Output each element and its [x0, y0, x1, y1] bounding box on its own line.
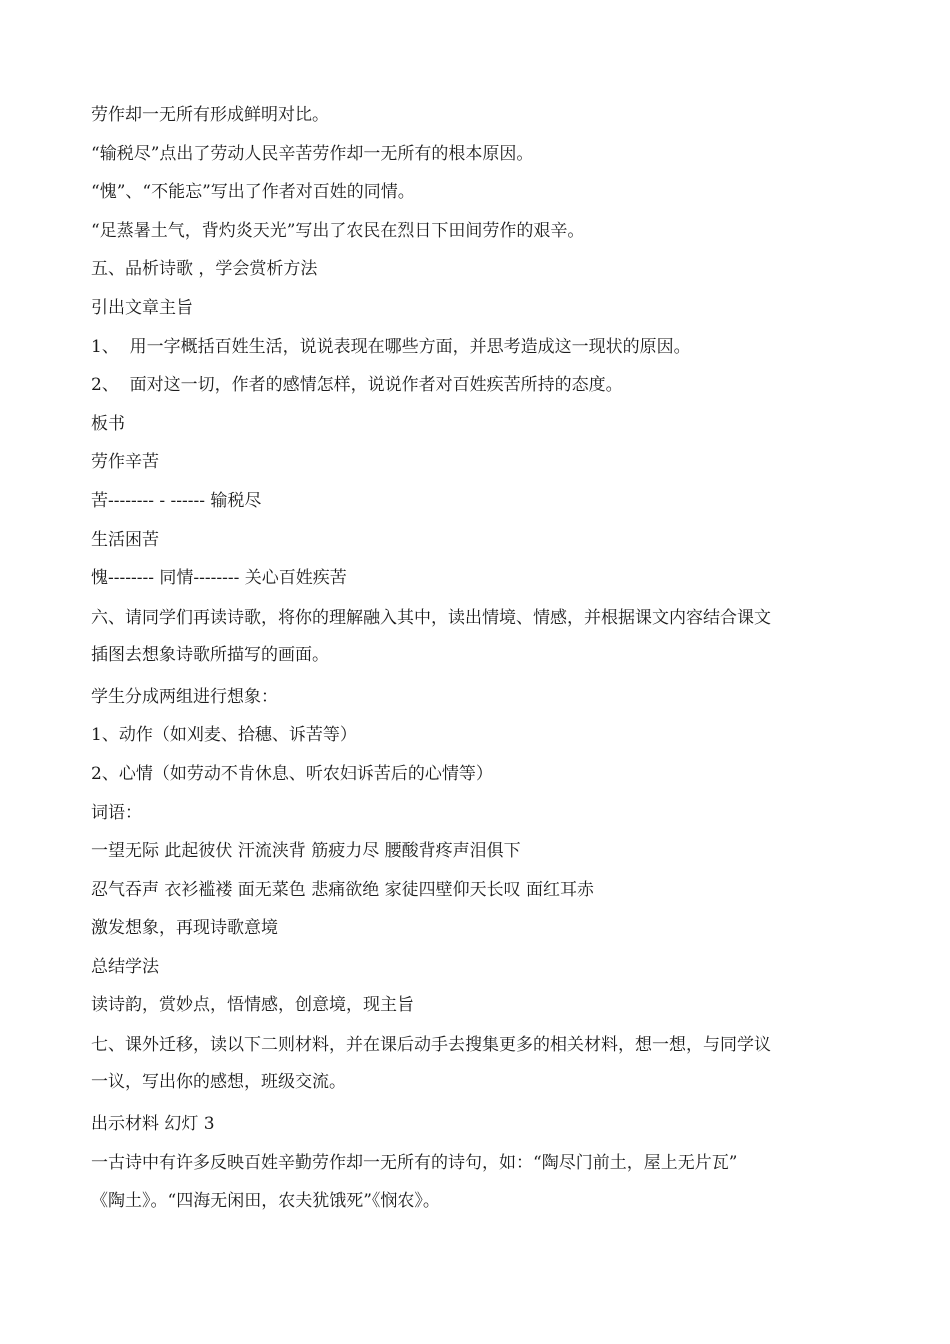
numbered-item: 1、 用一字概括百姓生活，说说表现在哪些方面，并思考造成这一现状的原因。 — [91, 336, 691, 357]
text-line: 劳作辛苦 — [91, 452, 159, 473]
text-line: 插图去想象诗歌所描写的画面。 — [91, 644, 329, 665]
text-line: 总结学法 — [91, 956, 159, 977]
text-line: “足蒸暑土气，背灼炎天光”写出了农民在烈日下田间劳作的艰辛。 — [91, 220, 585, 241]
text-line: “输税尽”点出了劳动人民辛苦劳作却一无所有的根本原因。 — [91, 143, 534, 164]
numbered-item: 2、心情（如劳动不肯休息、听农妇诉苦后的心情等） — [91, 763, 493, 784]
text-line: 学生分成两组进行想象： — [91, 686, 278, 707]
text-line: 词语： — [91, 802, 142, 823]
text-line: 劳作却一无所有形成鲜明对比。 — [91, 105, 329, 125]
text-line: 《陶土》。“四海无闲田，农夫犹饿死”《悯农》。 — [91, 1191, 440, 1212]
numbered-item: 2、 面对这一切，作者的感情怎样，说说作者对百姓疾苦所持的态度。 — [91, 375, 623, 396]
section-heading: 六、请同学们再读诗歌，将你的理解融入其中，读出情境、情感，并根据课文内容结合课文 — [91, 607, 771, 628]
document-body — [91, 96, 871, 1221]
text-line: 激发想象，再现诗歌意境 — [91, 918, 278, 939]
section-heading: 七、课外迁移，读以下二则材料，并在课后动手去搜集更多的相关材料，想一想，与同学议 — [91, 1035, 771, 1056]
text-line: 苦-------- - ------ 输税尽 — [91, 490, 262, 511]
text-line: “愧”、“不能忘”写出了作者对百姓的同情。 — [91, 182, 415, 203]
text-line: 生活困苦 — [91, 529, 159, 550]
text-line: 板书 — [91, 413, 125, 434]
text-line: 引出文章主旨 — [91, 297, 193, 318]
text-line: 忍气吞声 衣衫褴褛 面无菜色 悲痛欲绝 家徒四壁仰天长叹 面红耳赤 — [91, 879, 595, 900]
section-heading: 五、品析诗歌 ，学会赏析方法 — [91, 259, 318, 280]
text-line: 一望无际 此起彼伏 汗流浃背 筋疲力尽 腰酸背疼声泪俱下 — [91, 841, 521, 862]
text-line: 一议，写出你的感想，班级交流。 — [91, 1072, 346, 1093]
text-line: 愧-------- 同情-------- 关心百姓疾苦 — [91, 568, 347, 589]
text-line: 出示材料 幻灯 3 — [91, 1114, 215, 1135]
numbered-item: 1、动作（如刈麦、拾穗、诉苦等） — [91, 725, 357, 746]
text-line: 一古诗中有许多反映百姓辛勤劳作却一无所有的诗句，如：“陶尽门前土，屋上无片瓦” — [91, 1152, 738, 1173]
text-line: 读诗韵，赏妙点，悟情感，创意境，现主旨 — [91, 995, 414, 1016]
